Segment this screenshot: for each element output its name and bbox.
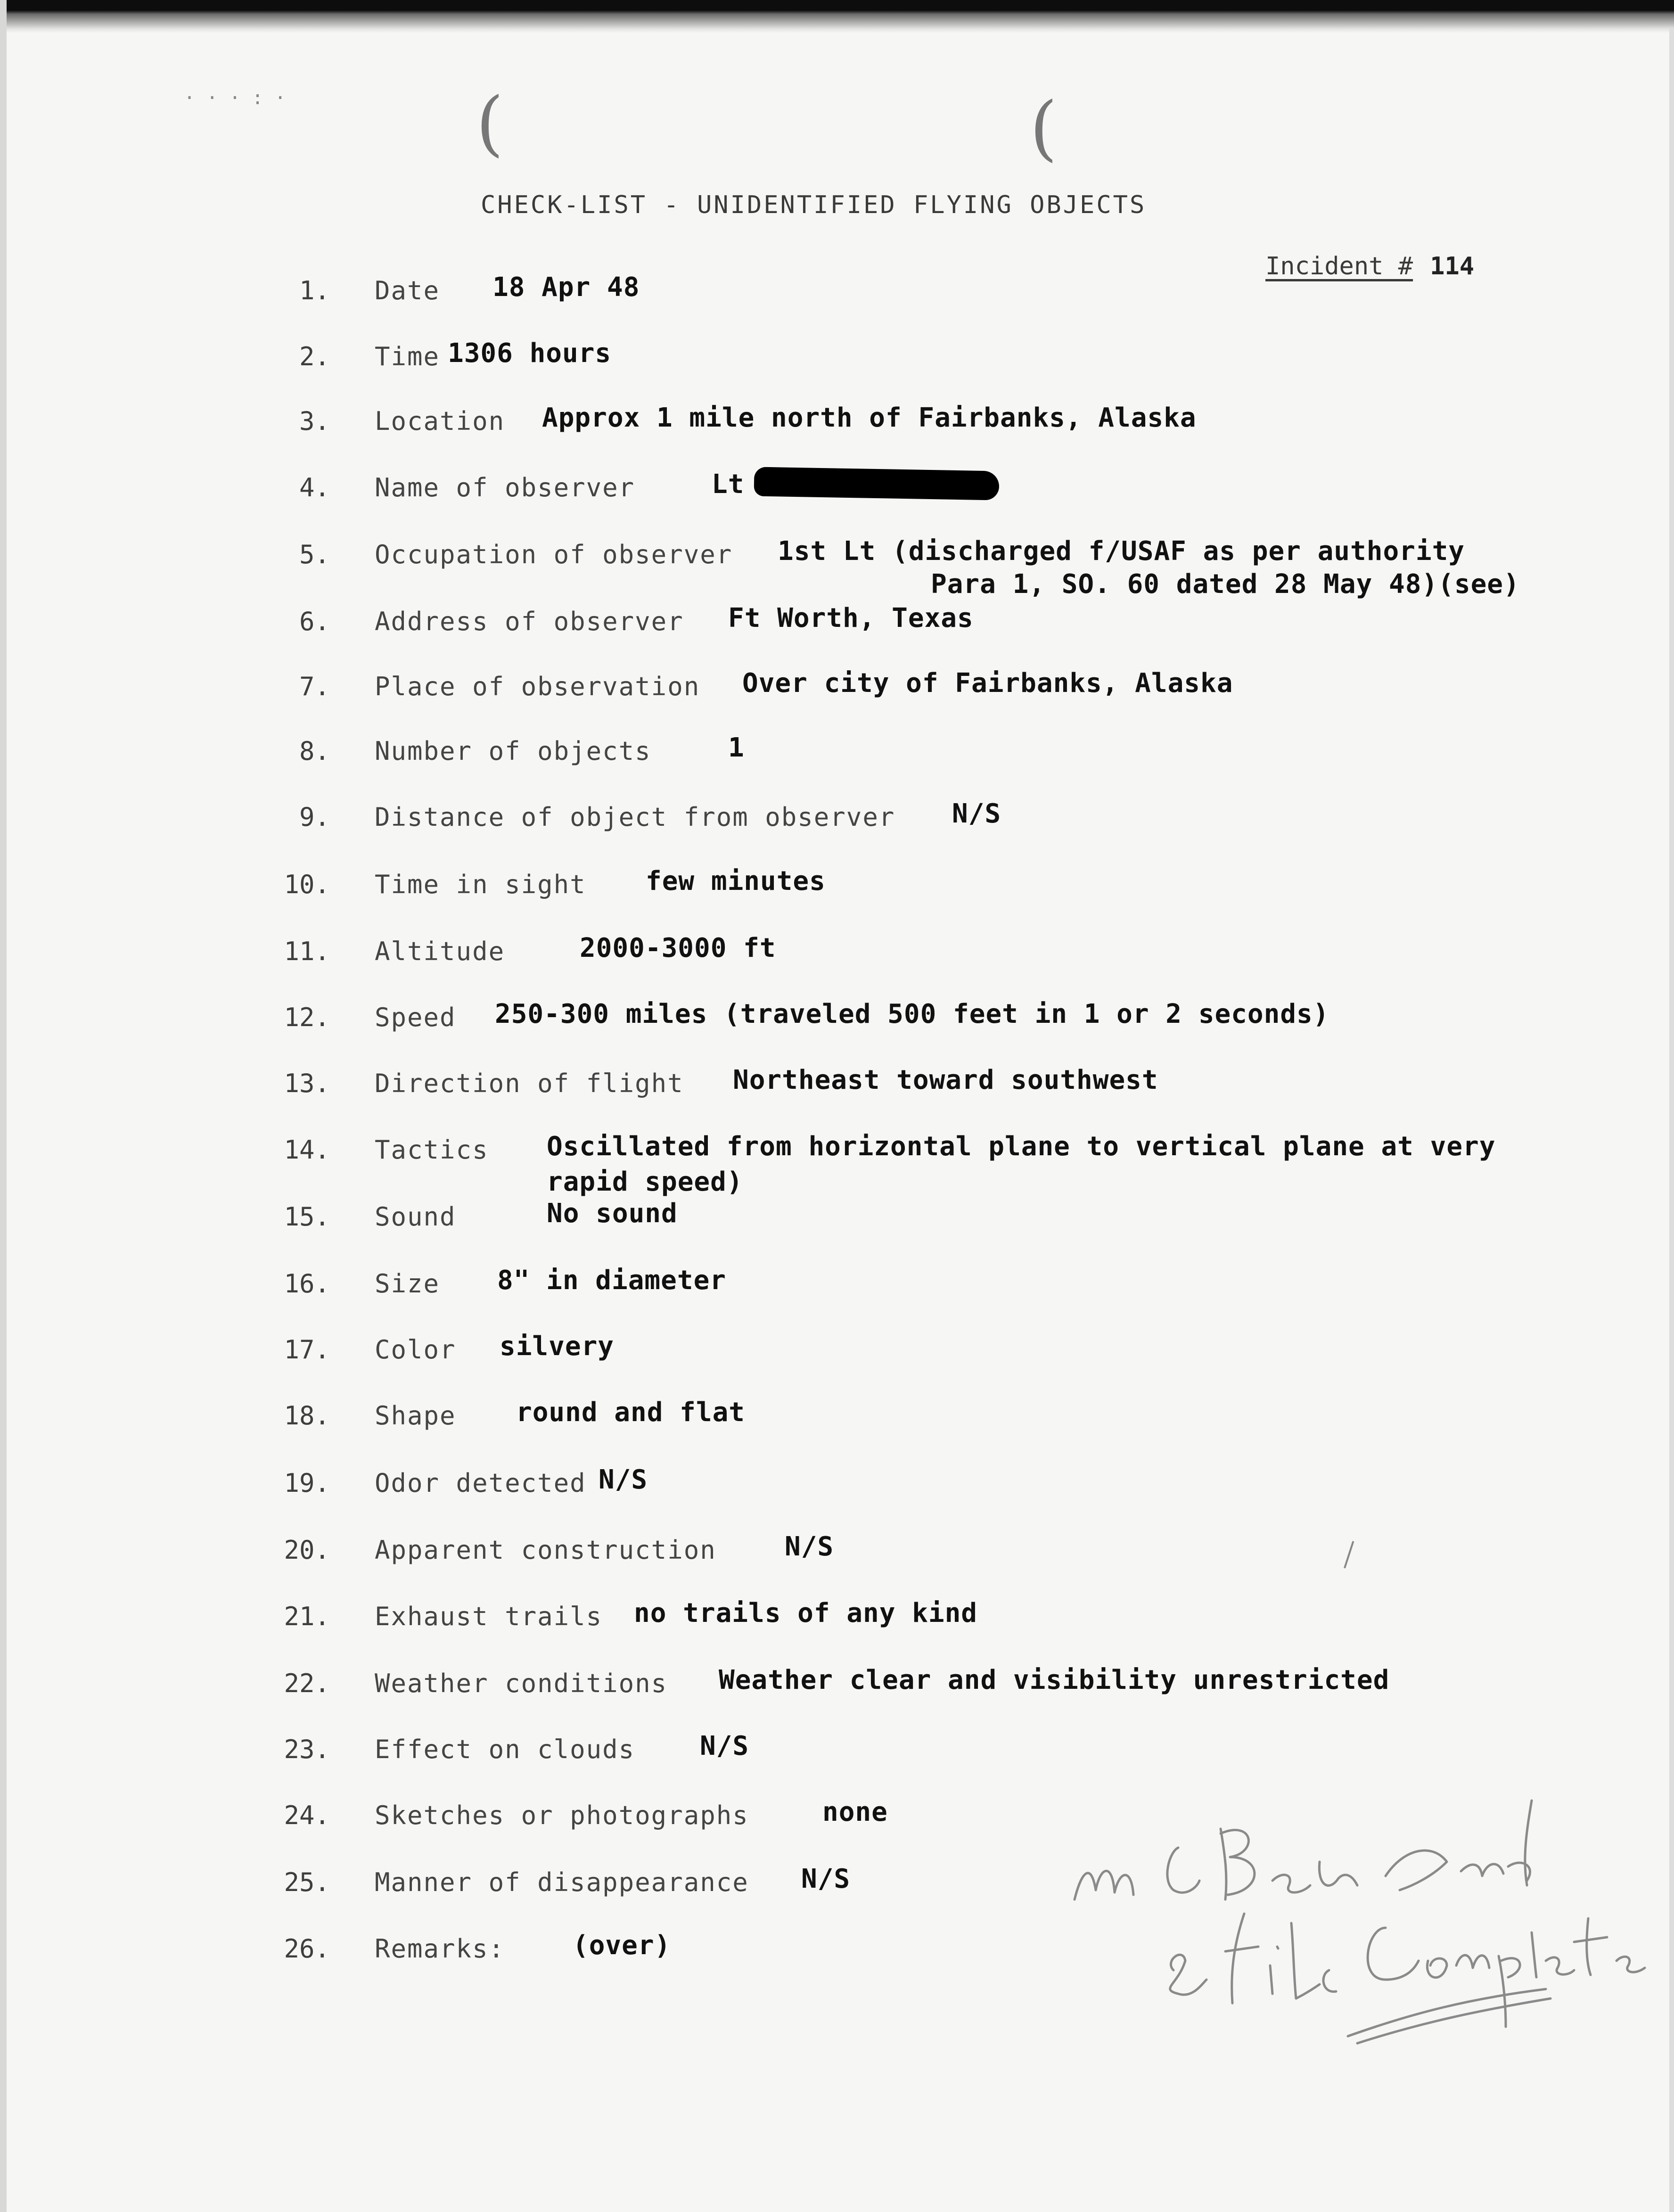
item-label: Location [375,406,505,436]
checklist-row [0,1665,1674,1716]
item-number: 15. [284,1202,330,1232]
item-number: 9. [299,802,330,832]
item-value: silvery [500,1331,615,1362]
item-value: Northeast toward southwest [733,1065,1158,1095]
item-value: 8" in diameter [497,1265,727,1296]
checklist-row [0,1598,1674,1649]
checklist-row [0,1265,1674,1316]
item-label: Occupation of observer [375,540,733,569]
checklist-row [0,732,1674,783]
item-number: 26. [284,1934,330,1964]
item-number: 25. [284,1867,330,1897]
item-value: 250-300 miles (traveled 500 feet in 1 or 2 seconds) [495,999,1329,1029]
checklist-row [0,403,1674,453]
item-label: Sound [375,1202,456,1232]
item-value: few minutes [646,866,826,896]
incident-number: 114 [1430,252,1474,280]
item-label: Date [375,276,440,305]
item-label: Place of observation [375,672,700,701]
item-value: Over city of Fairbanks, Alaska [742,668,1233,699]
item-number: 12. [284,1003,330,1032]
item-number: 16. [284,1269,330,1299]
item-label: Manner of disappearance [375,1867,749,1897]
checklist-row [0,933,1674,984]
item-value: none [822,1797,888,1827]
item-value: 1st Lt (discharged f/USAF as per authority [778,536,1465,567]
item-label: Tactics [375,1135,489,1165]
item-value: N/S [785,1531,834,1562]
item-label: Shape [375,1401,456,1431]
item-number: 3. [299,406,330,436]
item-number: 5. [299,540,330,569]
item-label: Address of observer [375,607,684,636]
checklist-row [0,1131,1674,1182]
item-value: Weather clear and visibility unrestricted [719,1665,1390,1695]
item-value: 1 [728,732,745,763]
item-number: 20. [284,1535,330,1565]
page-title: CHECK-LIST - UNIDENTIFIED FLYING OBJECTS [481,191,1147,219]
item-number: 10. [284,870,330,899]
item-value-continued: Para 1, SO. 60 dated 28 May 48)(see) [931,569,1520,600]
binder-hole-mark-left: ( [476,82,504,164]
checklist-row [0,866,1674,917]
item-label: Weather conditions [375,1669,668,1698]
scan-specks: · · · : · [184,87,286,109]
item-number: 18. [284,1401,330,1431]
item-number: 19. [284,1468,330,1498]
item-value: Approx 1 mile north of Fairbanks, Alaska [542,403,1197,433]
item-label: Distance of object from observer [375,802,895,832]
checklist-row [0,1065,1674,1116]
item-number: 7. [299,672,330,701]
item-value: N/S [700,1731,749,1761]
checklist-row [0,1531,1674,1582]
item-label: Altitude [375,937,505,966]
item-label: Speed [375,1003,456,1032]
item-value: N/S [801,1864,851,1894]
item-value: Ft Worth, Texas [728,603,974,633]
item-value-continued: rapid speed) [547,1167,743,1197]
item-label: Name of observer [375,473,635,502]
item-number: 2. [299,342,330,371]
checklist-row [0,469,1674,520]
item-label: Odor detected [375,1468,586,1498]
item-number: 4. [299,473,330,502]
item-number: 8. [299,736,330,766]
item-number: 6. [299,607,330,636]
checklist-row [0,272,1674,323]
item-label: Color [375,1335,456,1365]
item-label: Apparent construction [375,1535,716,1565]
item-value: (over) [573,1930,671,1961]
item-value: N/S [599,1464,648,1495]
checklist-row [0,338,1674,389]
item-number: 24. [284,1801,330,1830]
item-label: Size [375,1269,440,1299]
checklist-row [0,1731,1674,1782]
item-value: round and flat [516,1397,746,1428]
checklist-row [0,1464,1674,1515]
item-number: 11. [284,937,330,966]
item-value: N/S [952,798,1001,829]
item-value: Lt [712,469,745,500]
item-value: 1306 hours [448,338,612,369]
item-number: 13. [284,1069,330,1098]
checklist-row [0,1397,1674,1448]
item-label: Number of objects [375,736,651,766]
item-label: Direction of flight [375,1069,684,1098]
item-label: Sketches or photographs [375,1801,749,1830]
checklist-row [0,1331,1674,1382]
checklist-row [0,1198,1674,1249]
handwritten-note [1056,1791,1649,2055]
item-value: No sound [547,1198,678,1229]
item-value: no trails of any kind [634,1598,978,1628]
item-value: Oscillated from horizontal plane to vertical plane at very [547,1131,1496,1162]
item-label: Remarks: [375,1934,505,1964]
item-label: Time in sight [375,870,586,899]
item-value: 2000-3000 ft [580,933,776,963]
checklist-row [0,798,1674,849]
item-number: 22. [284,1669,330,1698]
item-number: 23. [284,1735,330,1764]
item-value: 18 Apr 48 [492,272,640,303]
item-number: 14. [284,1135,330,1165]
item-number: 21. [284,1602,330,1631]
checklist-row [0,603,1674,654]
binder-hole-mark-right: ( [1030,87,1058,169]
checklist-row [0,668,1674,719]
item-number: 17. [284,1335,330,1365]
item-number: 1. [299,276,330,305]
item-label: Time [375,342,440,371]
item-label: Exhaust trails [375,1602,603,1631]
item-label: Effect on clouds [375,1735,635,1764]
checklist-row [0,999,1674,1050]
incident-label: Incident # [1265,252,1413,280]
scan-top-edge [0,0,1674,33]
